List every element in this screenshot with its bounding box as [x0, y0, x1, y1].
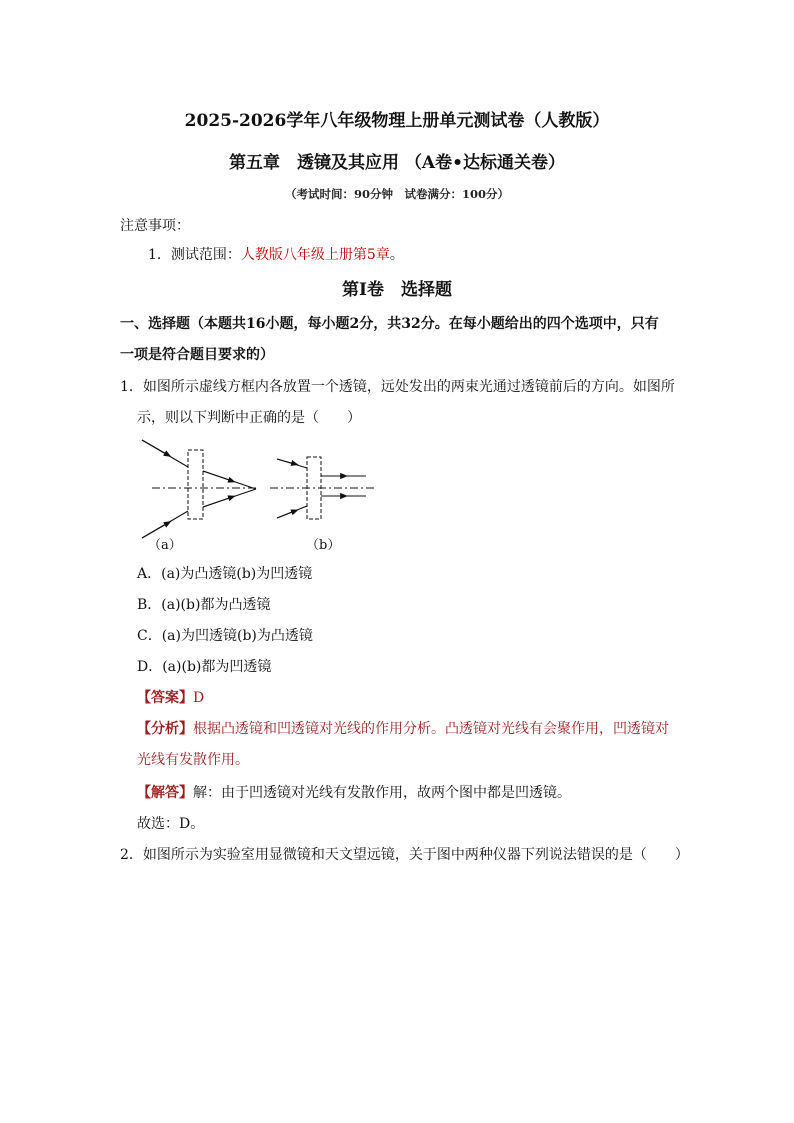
- section-title: 第Ⅰ卷 选择题: [342, 280, 452, 300]
- figure-a-label: （a）: [148, 538, 182, 553]
- question-1-stem-line1: 1．如图所示虚线方框内各放置一个透镜，远处发出的两束光通过透镜前后的方向。如图所: [120, 379, 675, 395]
- notice-scope: 人教版八年级上册第5章: [240, 247, 390, 263]
- option-b: B．(a)(b)都为凸透镜: [137, 597, 271, 613]
- analysis-text-1: 根据凸透镜和凹透镜对光线的作用分析。凸透镜对光线有会聚作用，凹透镜对: [193, 721, 669, 737]
- notice-item-suffix: 。: [389, 247, 404, 263]
- answer-line: [137, 688, 204, 708]
- solution-line: [137, 783, 571, 803]
- page-title: 2025-2026学年八年级物理上册单元测试卷（人教版）: [184, 111, 610, 131]
- option-a: A．(a)为凸透镜(b)为凹透镜: [137, 566, 313, 582]
- figure-a: [142, 440, 258, 538]
- figure-b-label: （b）: [306, 538, 341, 553]
- exam-info: （考试时间：90分钟 试卷满分：100分）: [284, 187, 509, 201]
- choice-line: 故选：D。: [137, 816, 205, 832]
- chapter-subtitle: 第五章 透镜及其应用 （A卷•达标通关卷）: [229, 153, 565, 173]
- part-heading-line2: 一项是符合题目要求的）: [120, 347, 274, 363]
- question-1-stem-line2: 示，则以下判断中正确的是（ ）: [137, 410, 361, 426]
- analysis-line1: [137, 719, 669, 739]
- answer-tag: 【答案】: [137, 690, 193, 706]
- notice-heading: 注意事项：: [120, 218, 190, 234]
- notice-item-prefix: 1．测试范围：: [148, 247, 241, 263]
- figure-b: [270, 457, 374, 519]
- solution-text: 解：由于凹透镜对光线有发散作用，故两个图中都是凹透镜。: [193, 785, 571, 801]
- figure-a-lens-box: [188, 450, 203, 519]
- analysis-tag: 【分析】: [137, 721, 193, 737]
- option-d: D．(a)(b)都为凹透镜: [137, 659, 272, 675]
- option-c: C．(a)为凹透镜(b)为凸透镜: [137, 628, 313, 644]
- notice-item-1: [148, 245, 404, 265]
- part-heading-line1: 一、选择题（本题共16小题，每小题2分，共32分。在每小题给出的四个选项中，只有: [120, 316, 659, 332]
- answer-value: D: [193, 690, 205, 706]
- question-2-stem: 2．如图所示为实验室用显微镜和天文望远镜，关于图中两种仪器下列说法错误的是（ ）: [120, 847, 689, 863]
- solution-tag: 【解答】: [137, 785, 193, 801]
- analysis-line2: 光线有发散作用。: [137, 752, 249, 768]
